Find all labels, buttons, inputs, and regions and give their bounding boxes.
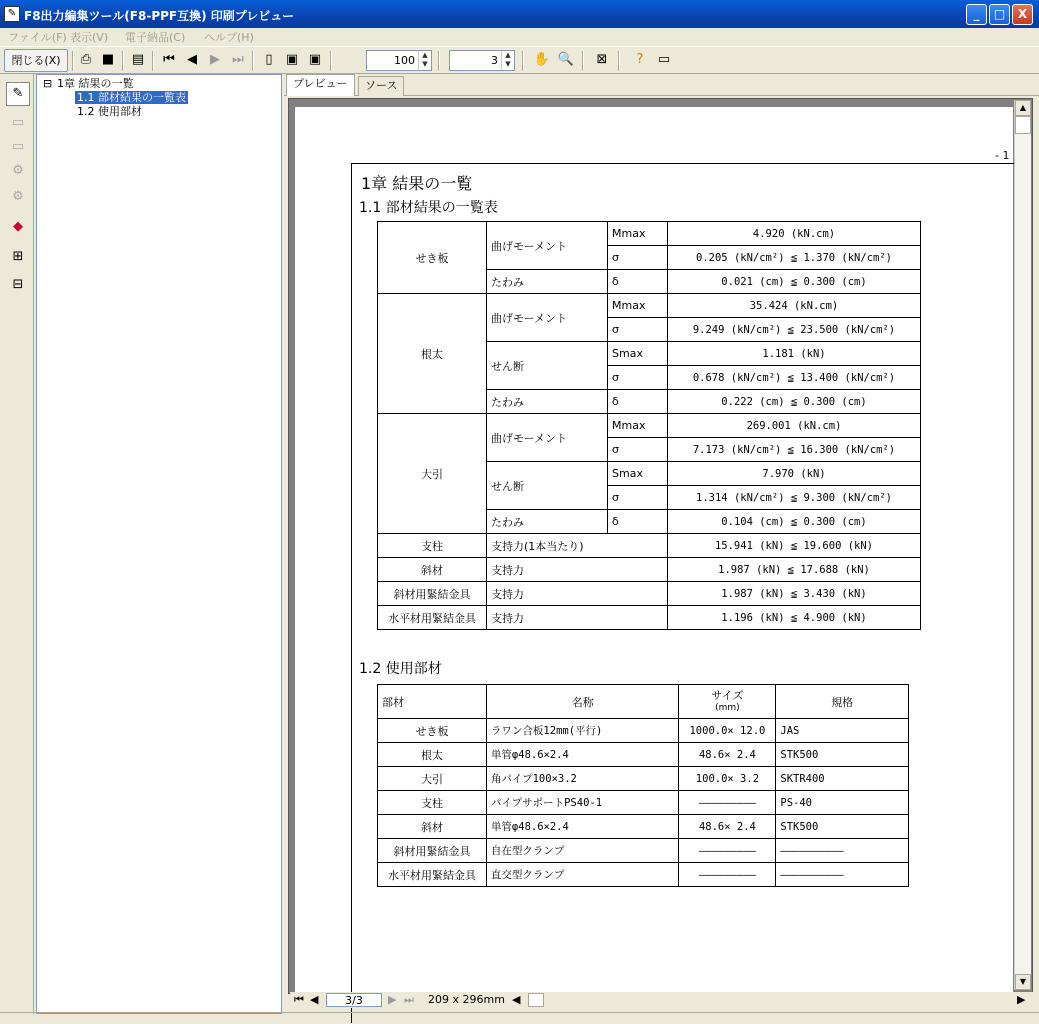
member-size-cell: 100.0× 3.2 [679,767,776,791]
value-cell: 1.987 (kN) ≦ 3.430 (kN) [668,582,921,606]
toolbar-separator [582,51,584,71]
member-part-cell: 斜材用緊結金具 [378,839,487,863]
menu-electronic-delivery[interactable]: 電子納品(C) [125,31,186,44]
category-cell: 支持力 [487,606,668,630]
tree-collapse-icon[interactable]: ⊟ [43,77,53,90]
tree-node-section1-1[interactable]: 1.1 部材結果の一覧表 [77,91,186,104]
value-cell: 7.970 (kN) [668,462,921,486]
member-spec-cell: STK500 [776,743,909,767]
category-cell: せん断 [487,342,608,390]
table-row [378,767,909,791]
symbol-cell: Smax [608,462,668,486]
page-value: 3 [491,54,498,67]
header-name: 名称 [486,685,679,719]
value-cell: 35.424 (kN.cm) [668,294,921,318]
table-row [378,222,921,246]
section1-heading: 1.1 部材結果の一覧表 [359,200,498,216]
hscroll-thumb[interactable] [528,993,544,1007]
value-cell: 0.222 (cm) ≦ 0.300 (cm) [668,390,921,414]
category-cell: 支持力 [487,558,668,582]
table-row [378,534,921,558]
member-size-cell: 1000.0× 12.0 [679,719,776,743]
print-icon[interactable]: ⎙ [80,52,92,67]
tab-preview[interactable]: プレビュー [286,74,355,96]
toolbar-separator [330,51,332,71]
minimize-button[interactable]: _ [966,4,987,25]
hscroll-right-icon[interactable]: ▶ [1017,993,1026,1006]
zoom-value: 100 [394,54,415,67]
page-size-label: 209 x 296mm [428,993,505,1006]
symbol-cell: σ [608,246,668,270]
member-name-cell: 単管φ48.6×2.4 [486,743,679,767]
nav-last-icon[interactable]: ⏭ [404,993,414,1006]
member-name-cell: 単管φ48.6×2.4 [486,815,679,839]
toolbar-separator [122,51,124,71]
category-cell: たわみ [487,510,608,534]
member-part-cell: せき板 [378,719,487,743]
table-row [378,719,909,743]
tool-icon-1[interactable]: ▭ [11,115,25,130]
page-nav-bar [290,992,1033,1008]
maximize-button[interactable]: □ [989,4,1010,25]
toolbar-separator [72,51,74,71]
page-spinner[interactable] [449,50,515,71]
toolbar-separator [522,51,524,71]
nav-next-icon[interactable]: ▶ [388,993,397,1006]
symbol-cell: Mmax [608,222,668,246]
value-cell: 7.173 (kN/cm²) ≦ 16.300 (kN/cm²) [668,438,921,462]
member-size-cell: ————————— [679,839,776,863]
preview-viewport[interactable] [288,98,1033,994]
value-cell: 1.314 (kN/cm²) ≦ 9.300 (kN/cm²) [668,486,921,510]
member-name-cell: 角パイプ100×3.2 [486,767,679,791]
close-window-button[interactable]: X [1012,4,1033,25]
member-size-cell: 48.6× 2.4 [679,815,776,839]
symbol-cell: σ [608,366,668,390]
scroll-up-icon[interactable]: ▲ [1015,100,1031,116]
toolbar-separator [438,51,440,71]
chapter-heading: 1章 結果の一覧 [361,174,473,193]
hand-tool-icon[interactable]: ✋ [533,52,551,67]
prev-page-icon[interactable]: ◀ [187,52,197,67]
group-cell: 大引 [378,414,487,534]
tool-icon-3[interactable]: ⚙ [12,163,24,178]
menu-file[interactable]: ファイル(F) [8,31,67,44]
header-size [679,685,776,719]
header-size-unit: (mm) [715,702,740,713]
member-spec-cell: PS-40 [776,791,909,815]
zoom-tool-icon[interactable]: 🔍 [557,52,575,67]
full-page-icon[interactable]: ▣ [308,52,322,67]
member-part-cell: 斜材 [378,815,487,839]
export-icon[interactable]: ▤ [131,52,145,67]
value-cell: 1.987 (kN) ≦ 17.688 (kN) [668,558,921,582]
table-row [378,414,921,438]
members-table [377,684,909,887]
value-cell: 269.001 (kN.cm) [668,414,921,438]
member-name-cell: パイプサポートPS40-1 [486,791,679,815]
member-name-cell: 直交型クランプ [486,863,679,887]
left-toolbar [0,74,34,1014]
toolbar-separator [252,51,254,71]
symbol-cell: σ [608,486,668,510]
member-part-cell: 大引 [378,767,487,791]
member-size-cell: ————————— [679,791,776,815]
member-part-cell: 支柱 [378,791,487,815]
symbol-cell: δ [608,510,668,534]
window-title: F8出力編集ツール(F8-PPF互換) 印刷プレビュー [24,9,295,23]
group-cell: 斜材用緊結金具 [378,582,487,606]
group-cell: 根太 [378,294,487,414]
zoom-spinner[interactable] [366,50,432,71]
page-width-icon[interactable]: ▣ [285,52,299,67]
member-name-cell: ラワン合板12mm(平行) [486,719,679,743]
value-cell: 0.678 (kN/cm²) ≦ 13.400 (kN/cm²) [668,366,921,390]
tool-icon-4[interactable]: ⚙ [12,189,24,204]
value-cell: 15.941 (kN) ≦ 19.600 (kN) [668,534,921,558]
group-cell: 斜材 [378,558,487,582]
header-size-label: サイズ [711,688,744,702]
members-header-row [378,685,909,719]
table-row [378,863,909,887]
last-page-icon[interactable]: ⏭ [232,52,244,67]
value-cell: 0.104 (cm) ≦ 0.300 (cm) [668,510,921,534]
category-cell: せん断 [487,462,608,510]
section2-heading: 1.2 使用部材 [359,661,442,677]
zoom-spin-arrows-icon[interactable]: ▲ ▼ [418,51,431,70]
category-cell: 支持力 [487,582,668,606]
app-icon: ✎ [4,6,20,22]
category-cell: たわみ [487,390,608,414]
member-name-cell: 自在型クランプ [486,839,679,863]
member-size-cell: 48.6× 2.4 [679,743,776,767]
close-preview-button[interactable]: 閉じる(X) [4,49,68,72]
menu-bar [0,28,1039,46]
group-cell: 水平材用緊結金具 [378,606,487,630]
nav-prev-icon[interactable]: ◀ [310,993,319,1006]
member-spec-cell: STK500 [776,815,909,839]
tree-node-chapter1[interactable]: 1章 結果の一覧 [57,77,134,90]
header-spec: 規格 [776,685,909,719]
category-cell: 曲げモーメント [487,294,608,342]
tree-node-section1-2[interactable]: 1.2 使用部材 [77,105,142,118]
table-row [378,294,921,318]
table-row [378,791,909,815]
symbol-cell: Mmax [608,414,668,438]
outline-tree [36,74,282,1014]
tab-bar [284,74,1039,96]
symbol-cell: Smax [608,342,668,366]
table-row [378,815,909,839]
table-row [378,839,909,863]
symbol-cell: σ [608,438,668,462]
value-cell: 0.021 (cm) ≦ 0.300 (cm) [668,270,921,294]
value-cell: 1.196 (kN) ≦ 4.900 (kN) [668,606,921,630]
member-spec-cell: —————————— [776,863,909,887]
table-row [378,582,921,606]
vertical-scrollbar[interactable] [1014,100,1031,990]
symbol-cell: σ [608,318,668,342]
tool-icon-5[interactable]: ◆ [13,219,23,234]
info-icon[interactable]: ▭ [657,52,671,67]
member-spec-cell: SKTR400 [776,767,909,791]
scroll-thumb[interactable] [1015,116,1031,134]
value-cell: 0.205 (kN/cm²) ≦ 1.370 (kN/cm²) [668,246,921,270]
results-table [377,221,921,630]
member-part-cell: 根太 [378,743,487,767]
next-page-icon[interactable]: ▶ [210,52,220,67]
tree-structure-icon[interactable]: ⊞ [12,249,24,264]
table-row [378,743,909,767]
category-cell: 曲げモーメント [487,222,608,270]
menu-help[interactable]: ヘルプ(H) [204,31,254,44]
hscroll-left-icon[interactable]: ◀ [512,993,521,1006]
scroll-down-icon[interactable]: ▼ [1015,974,1031,990]
symbol-cell: Mmax [608,294,668,318]
save-icon[interactable]: ■ [101,52,115,67]
value-cell: 9.249 (kN/cm²) ≦ 23.500 (kN/cm²) [668,318,921,342]
member-spec-cell: JAS [776,719,909,743]
edit-pen-icon[interactable]: ✎ [6,82,30,106]
category-cell: たわみ [487,270,608,294]
tab-source[interactable]: ソース [358,76,404,96]
member-size-cell: ————————— [679,863,776,887]
page-number-label: - 1 [995,149,1010,162]
symbol-cell: δ [608,390,668,414]
nav-first-icon[interactable]: ⏮ [294,993,304,1006]
page-spin-arrows-icon[interactable]: ▲ ▼ [501,51,514,70]
document-page [295,107,1013,1007]
table-row [378,558,921,582]
value-cell: 4.920 (kN.cm) [668,222,921,246]
member-spec-cell: —————————— [776,839,909,863]
help-icon[interactable]: ? [636,52,644,67]
first-page-icon[interactable]: ⏮ [163,52,175,67]
title-bar [0,0,1039,28]
menu-view[interactable]: 表示(V) [70,31,109,44]
single-page-icon[interactable]: ▯ [265,52,273,67]
symbol-cell: δ [608,270,668,294]
toolbar-separator [618,51,620,71]
header-part: 部材 [378,685,487,719]
fit-icon[interactable]: ⊠ [596,52,608,67]
group-cell: 支柱 [378,534,487,558]
category-cell: 支持力(1本当たり) [487,534,668,558]
nav-page-field[interactable]: 3/3 [326,993,382,1007]
category-cell: 曲げモーメント [487,414,608,462]
status-bar [0,1012,1039,1024]
toolbar-separator [152,51,154,71]
group-cell: せき板 [378,222,487,294]
toolbar [0,46,1039,74]
value-cell: 1.181 (kN) [668,342,921,366]
tool-icon-2[interactable]: ▭ [11,139,25,154]
member-part-cell: 水平材用緊結金具 [378,863,487,887]
table-structure-icon[interactable]: ⊟ [12,277,24,292]
table-row [378,606,921,630]
